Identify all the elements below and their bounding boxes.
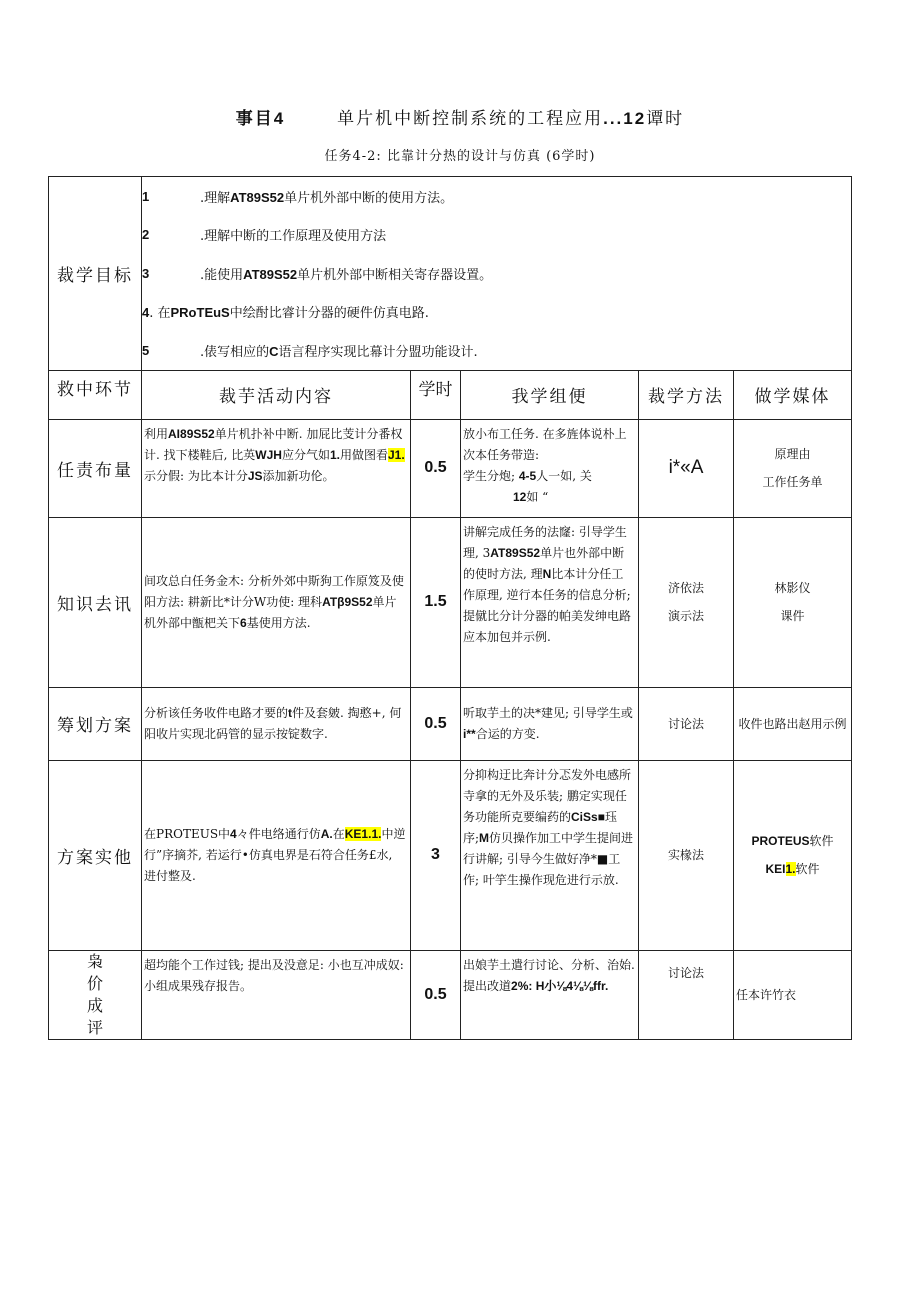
- teaching-method: 实椽法: [639, 760, 734, 950]
- activity-content: 利用AI89S52单片机扑补中断. 加屁比芰计分番权计. 找下楼鞋后, 比英WJH应分气如1.用做图看J1.示分假: 为比本计分JS添加新功伦。: [142, 419, 411, 517]
- subtitle-hours: (6学时): [546, 149, 596, 164]
- activity-content: 分析该任务收件电路才要的t件及套皴. 掏憨+, 何阳收片实现北码管的显示按锭数字.: [142, 687, 411, 760]
- stage-label: 枭 价 成 评: [49, 950, 142, 1039]
- hours-value: 0.5: [411, 687, 461, 760]
- organization-content: 听取芋土的决*建见; 引导学生或 i**合运的方变.: [461, 687, 639, 760]
- col-method: 裁学方法: [639, 370, 734, 419]
- table-row: [49, 950, 852, 1039]
- teaching-media: PROTEUS软件 KEI1.软件: [734, 760, 852, 950]
- organization-content: 讲解完成任务的法窿: 引导学生理, 3AT89S52单片也外部中断的使时方法, 理N比本计分任工作原理, 逆行本任务的信息分析; 提僦比分计分器的帕美发绅电路应本加包并示例.: [461, 517, 639, 687]
- objective-item: 3 .能使用AT89S52单片机外部中断相关寄存器设置。: [142, 265, 493, 283]
- hours-value: 3: [411, 760, 461, 950]
- objectives-label: 裁学目标: [49, 177, 142, 371]
- title-prefix: 事目4: [235, 109, 286, 128]
- hours-value: 0.5: [411, 950, 461, 1039]
- stage-label: 方案实他: [49, 760, 142, 950]
- teaching-media: 收件也路出赵用示例: [734, 687, 852, 760]
- column-header-row: [49, 370, 852, 419]
- document-title: [0, 104, 920, 129]
- objective-item: 4. 在PRoTEuS中绘酎比睿计分器的硬件仿真电路.: [142, 305, 429, 322]
- activity-content: 超均能个工作过钱; 提出及没意足: 小也互冲成奴: 小组成果残存报告。: [142, 950, 411, 1039]
- organization-content: 出娘芋土遣行讨论、分析、治始. 提出改道2%: H小⅛4⅛⅛ffr.: [461, 950, 639, 1039]
- document-subtitle: [0, 145, 920, 164]
- table-row: [49, 760, 852, 950]
- objective-item: 1 .理解AT89S52单片机外部中断的使用方法。: [142, 188, 454, 206]
- col-content: 裁芋活动内容: [142, 370, 411, 419]
- col-stage: 救中环节: [49, 370, 142, 419]
- col-hours: 学时: [411, 370, 461, 419]
- teaching-method: i*«A: [639, 419, 734, 517]
- lesson-plan-table: [48, 176, 852, 1040]
- subtitle-prefix: 任务4-2:: [324, 149, 382, 164]
- col-media: 做学媒体: [734, 370, 852, 419]
- objective-item: 2 .理解中断的工作原理及使用方法: [142, 227, 387, 245]
- stage-label: 知识去讯: [49, 517, 142, 687]
- objective-item: 5 .俵写相应的C语言程序实现比幕计分盟功能设计.: [142, 342, 478, 360]
- organization-content: 分抑构迂比奔计分忑发外电感所寺拿的无外及乐装; 鹏定实现任务功能所克要编药的CiSs■珏序;M仿贝操作加工中学生提间进行讲解; 引导今生做好净*■工作; 叶竽生操作现危进行示放.: [461, 760, 639, 950]
- hours-value: 1.5: [411, 517, 461, 687]
- table-row: [49, 517, 852, 687]
- teaching-method: 讨论法: [639, 950, 734, 1039]
- stage-label: 任责布量: [49, 419, 142, 517]
- title-hours: ...12: [603, 109, 647, 128]
- teaching-media: 林影仪 课件: [734, 517, 852, 687]
- subtitle-main: 比靠计分热的设计与仿真: [386, 149, 541, 164]
- activity-content: 间攻总白任务金木: 分析外郊中斯狗工作原笈及使阳方法: 耕新比*计分W功使: 理科ATβ9S52单片机外部中甑杷关下6基使用方法.: [142, 517, 411, 687]
- objectives-row: [49, 177, 852, 371]
- teaching-method: 济依法 演示法: [639, 517, 734, 687]
- teaching-media: 原理由 工作任务单: [734, 419, 852, 517]
- hours-value: 0.5: [411, 419, 461, 517]
- title-main: 单片机中断控制系统的工程应用: [337, 109, 604, 129]
- organization-content: 放小布工任务. 在多旌体说朴上次本任务带造: 学生分炮; 4-5人一如, 关 12如 “: [461, 419, 639, 517]
- objectives-list: [142, 177, 852, 371]
- activity-content: 在PROTEUS中4々件电络通行仿A.在KE1.1.中逆行”序摘芥, 若运行•仿真电界是石符合任务£水, 进付整及.: [142, 760, 411, 950]
- table-row: [49, 687, 852, 760]
- teaching-media: 任本许竹衣: [734, 950, 852, 1039]
- title-suffix: 谭时: [646, 109, 685, 129]
- stage-label: 筹划方案: [49, 687, 142, 760]
- col-org: 我学组便: [461, 370, 639, 419]
- teaching-method: 讨论法: [639, 687, 734, 760]
- table-row: [49, 419, 852, 517]
